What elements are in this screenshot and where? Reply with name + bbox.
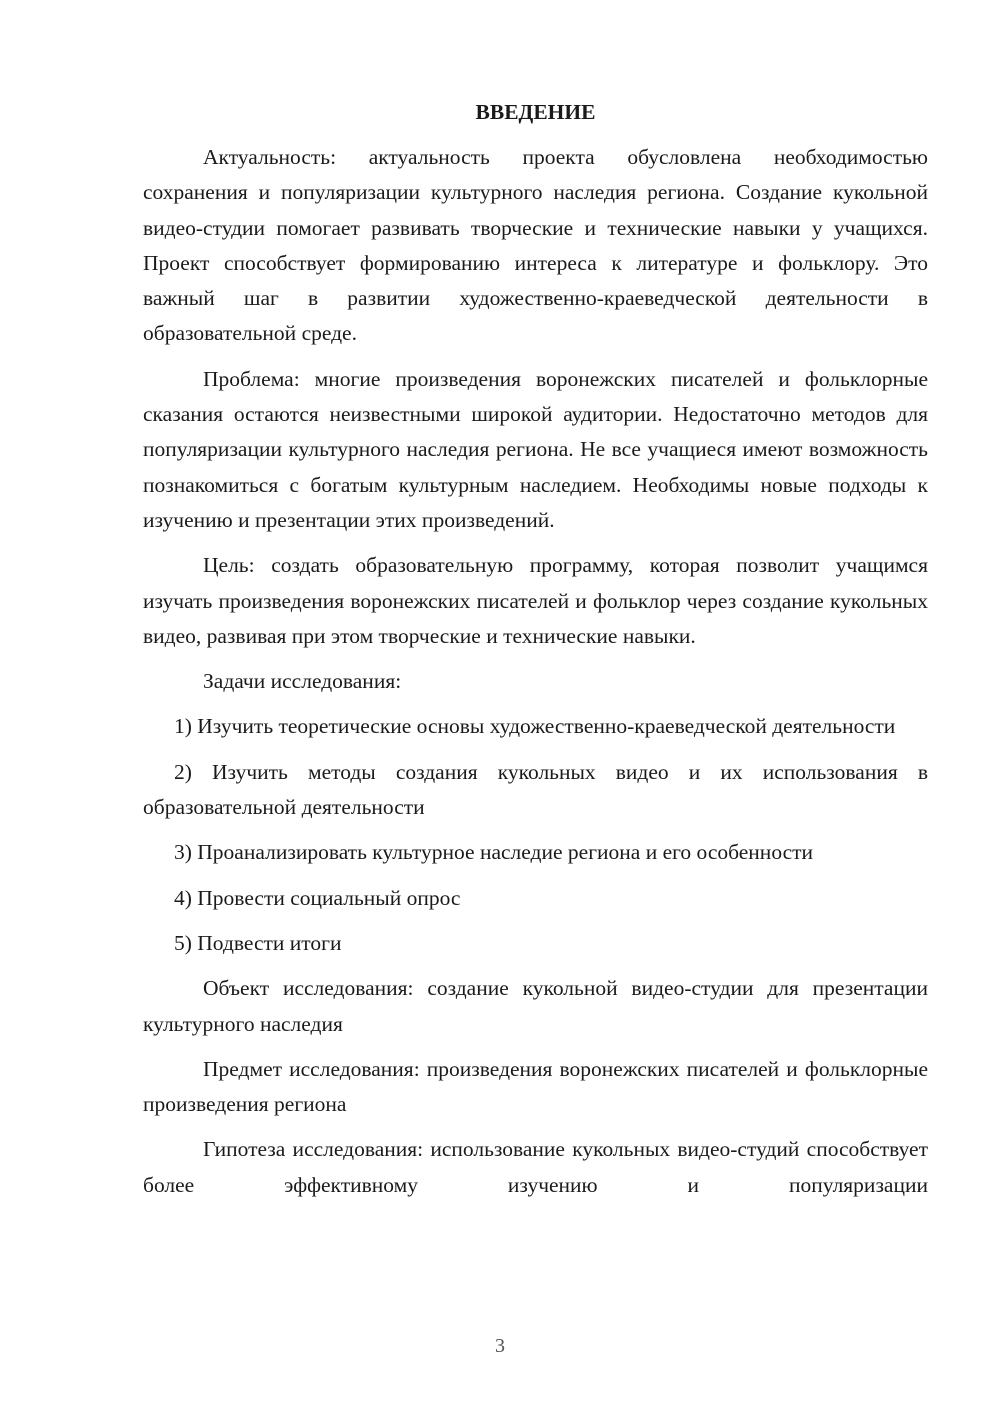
relevance-paragraph: Актуальность: актуальность проекта обусловлена необходимостью сохранения и популяризации культурного наследия региона. Создание кукольной видео-студии помогает развивать творческие и технические навыки у учащихся. Проект способствует формированию интереса к литературе и фольклору. Это важный шаг в развитии художественно-краеведческой деятельности в образовательной среде. — [143, 145, 928, 346]
problem-paragraph: Проблема: многие произведения воронежских писателей и фольклорные сказания остаются неизвестными широкой аудитории. Недостаточно методов для популяризации культурного наследия региона. Не все учащиеся имеют возможность познакомиться с богатым культурным наследием. Необходимы новые подходы к изучению и презентации этих произведений. — [143, 366, 928, 532]
hypothesis-paragraph: Гипотеза исследования: использование кукольных видео-студий способствует более эффективному изучению и популяризации — [143, 1137, 928, 1197]
tasks-list — [143, 709, 928, 961]
object-paragraph: Объект исследования: создание кукольной видео-студии для презентации культурного наследия — [143, 976, 928, 1036]
task-item: 4) Провести социальный опрос — [174, 885, 461, 910]
goal-paragraph: Цель: создать образовательную программу, которая позволит учащимся изучать произведения воронежских писателей и фольклор через создание кукольных видео, развивая при этом творческие и технические навыки. — [143, 553, 928, 648]
document-title: ВВЕДЕНИЕ — [475, 100, 596, 124]
task-item: 2) Изучить методы создания кукольных видео и их использования в образовательной деятельности — [143, 759, 928, 820]
task-item: 5) Подвести итоги — [174, 930, 342, 955]
document-body — [143, 95, 928, 1213]
task-item: 1) Изучить теоретические основы художественно-краеведческой деятельности — [174, 714, 896, 739]
subject-paragraph: Предмет исследования: произведения воронежских писателей и фольклорные произведения региона — [143, 1056, 928, 1117]
task-item: 3) Проанализировать культурное наследие региона и его особенности — [174, 840, 814, 865]
page-number: 3 — [495, 1335, 505, 1357]
tasks-heading: Задачи исследования: — [203, 669, 402, 694]
